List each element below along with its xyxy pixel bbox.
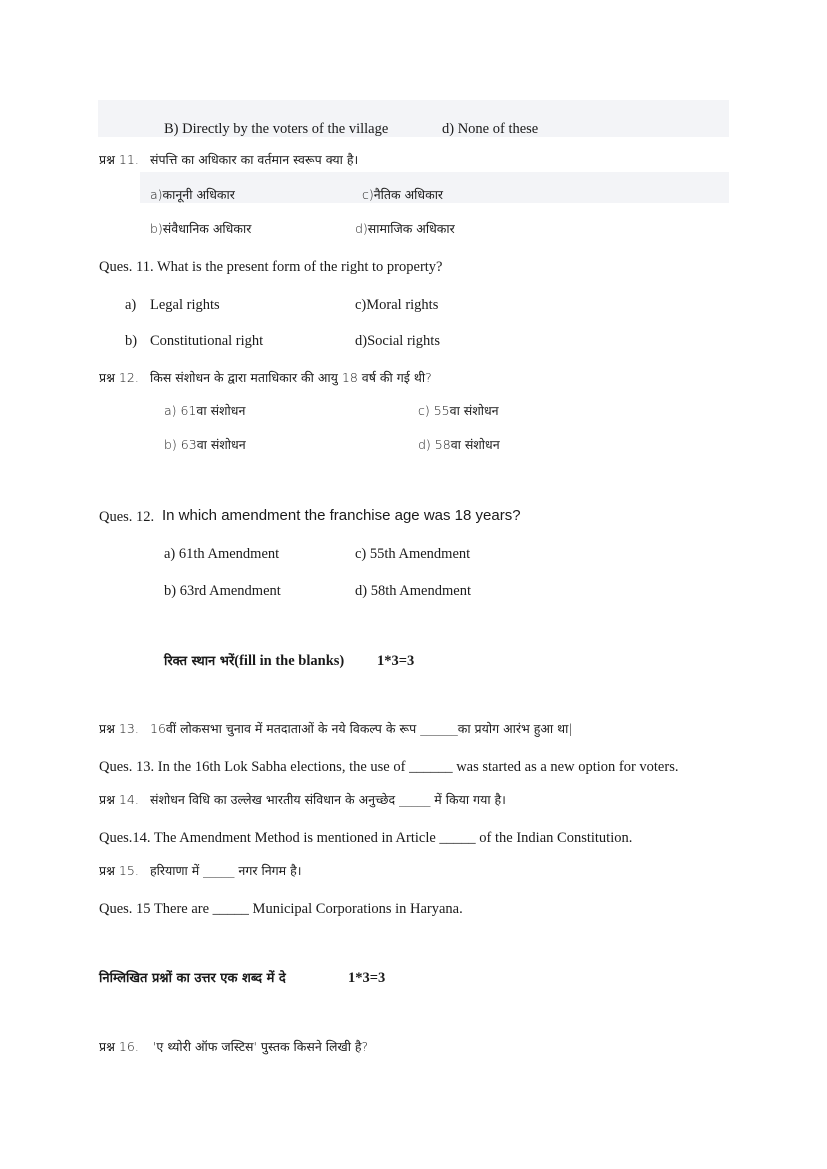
q11-hi-label: प्रश्न 11.: [99, 152, 139, 167]
q12-hi-question: किस संशोधन के द्वारा मताधिकार की आयु 18 वर्ष की गई थी?: [150, 370, 432, 385]
q11-hi-question: संपत्ति का अधिकार का वर्तमान स्वरूप क्या है।: [150, 152, 359, 167]
section-fill-heading: [164, 652, 344, 671]
q16-hi-label: प्रश्न 16.: [99, 1039, 139, 1054]
q12-en-option-b: b) 63rd Amendment: [164, 583, 281, 599]
q12-en-question: In which amendment the franchise age was 18 years?: [162, 507, 521, 524]
q15-hi-label: प्रश्न 15.: [99, 863, 139, 878]
q12-en-option-d: d) 58th Amendment: [355, 583, 471, 599]
q16-hi-question: 'ए थ्योरी ऑफ जस्टिस' पुस्तक किसने लिखी है?: [153, 1039, 369, 1054]
q13-hi-label: प्रश्न 13.: [99, 721, 139, 736]
section-one-word-heading: निम्लिखित प्रश्नों का उत्तर एक शब्द में दे: [99, 971, 286, 986]
q11-en-question: Ques. 11. What is the present form of the right to property?: [99, 259, 443, 275]
q14-en-question: Ques.14. The Amendment Method is mentioned in Article _____ of the Indian Constitution.: [99, 830, 633, 846]
q12-hi-label: प्रश्न 12.: [99, 370, 139, 385]
q12-hi-option-d: d) 58वा संशोधन: [418, 437, 500, 452]
q14-hi-question: संशोधन विधि का उल्लेख भारतीय संविधान के अनुच्छेद _____ में किया गया है।: [150, 792, 506, 807]
q12-hi-option-b: b) 63वा संशोधन: [164, 437, 246, 452]
q12-en-prefix: Ques. 12.: [99, 509, 155, 525]
q12-en-option-c: c) 55th Amendment: [355, 546, 471, 562]
q11-en-marker-b: b): [125, 333, 138, 349]
section-fill-marks: 1*3=3: [377, 653, 415, 669]
q11-hi-option-a: a)कानूनी अधिकार: [150, 187, 235, 202]
q11-en-option-b: Constitutional right: [150, 333, 264, 349]
q11-en-option-a: Legal rights: [150, 297, 220, 313]
q13-hi-question: 16वीं लोकसभा चुनाव में मतदाताओं के नये विकल्प के रूप ______का प्रयोग आरंभ हुआ था|: [150, 721, 573, 736]
q10-option-d: d) None of these: [442, 121, 539, 137]
q11-hi-option-d: d)सामाजिक अधिकार: [355, 221, 455, 236]
q15-hi-question: हरियाणा में _____ नगर निगम है।: [150, 863, 302, 878]
section-one-word-marks: 1*3=3: [348, 970, 386, 986]
q11-hi-option-b: b)संवैधानिक अधिकार: [150, 221, 252, 236]
q11-en-option-d: d)Social rights: [355, 333, 440, 349]
q10-option-b: B) Directly by the voters of the village: [164, 121, 389, 137]
q11-en-option-c: c)Moral rights: [355, 297, 439, 313]
q11-en-marker-a: a): [125, 297, 137, 313]
section-fill-hi: रिक्त स्थान भरें: [164, 654, 235, 669]
q11-hi-option-c: c)नैतिक अधिकार: [362, 187, 444, 202]
q12-hi-option-a: a) 61वा संशोधन: [164, 403, 246, 418]
q12-en-option-a: a) 61th Amendment: [164, 546, 280, 562]
q12-hi-option-c: c) 55वा संशोधन: [418, 403, 499, 418]
q13-en-question: Ques. 13. In the 16th Lok Sabha elections, the use of ______ was started as a new option for voters.: [99, 759, 679, 775]
q14-hi-label: प्रश्न 14.: [99, 792, 139, 807]
q15-en-question: Ques. 15 There are _____ Municipal Corporations in Haryana.: [99, 901, 463, 917]
section-fill-en: (fill in the blanks): [234, 653, 345, 669]
